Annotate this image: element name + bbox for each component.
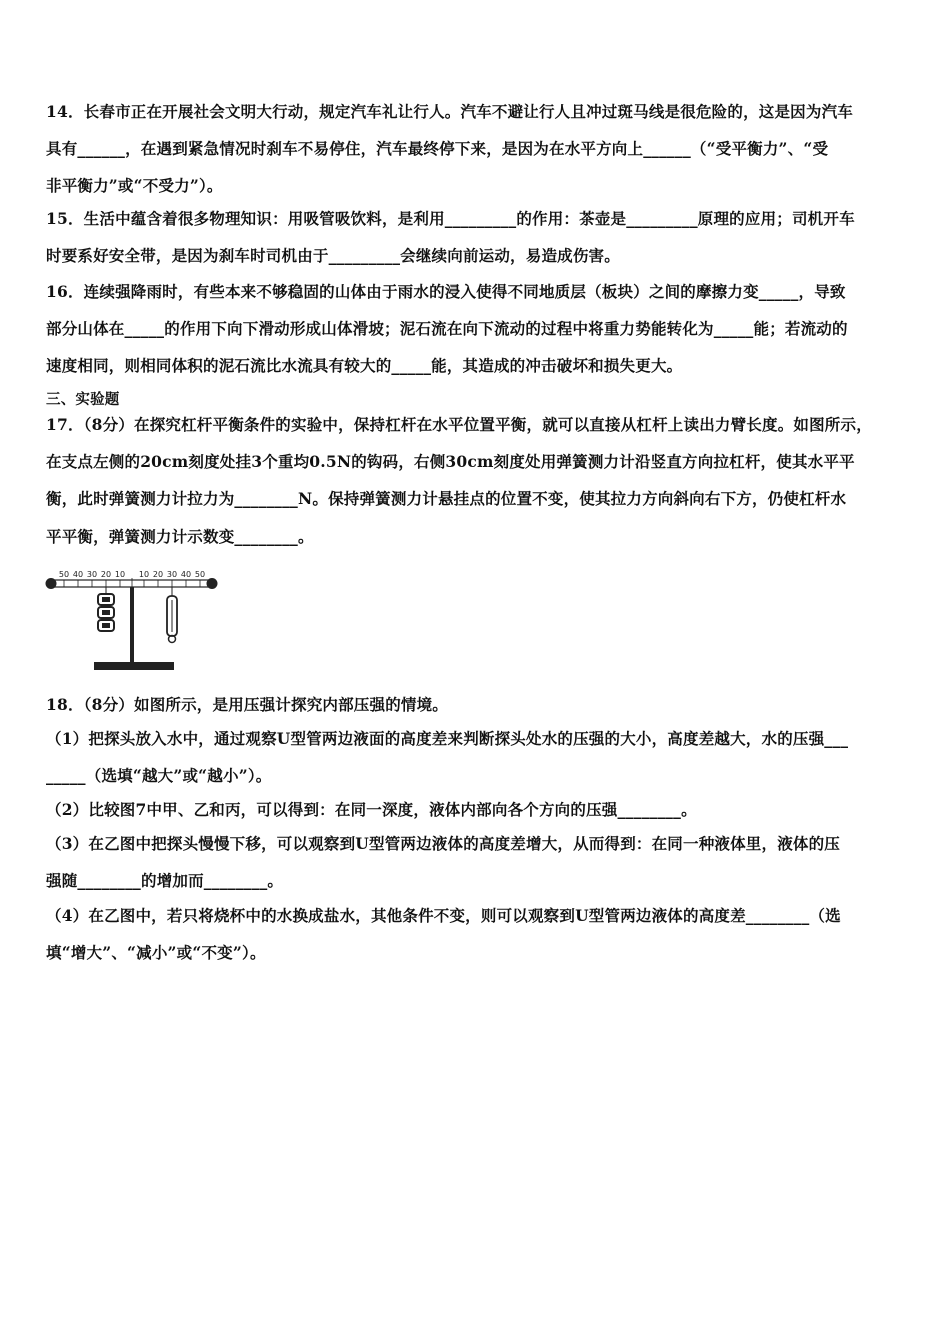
tick-label-left-10: 10	[114, 570, 126, 579]
q16-line-2: 部分山体在_____的作用下向下滑动形成山体滑坡；泥石流在向下流动的过程中将重力势能转化为_____能；若流动的	[46, 319, 848, 338]
tick-label-left-20: 20	[100, 570, 112, 579]
tick-label-right-10: 10	[138, 570, 150, 579]
q18-part1-line-2: _____（选填“越大”或“越小”）。	[46, 766, 272, 785]
q18-part4-line-2: 填“增大”、“减小”或“不变”）。	[46, 943, 266, 962]
lever-figure	[44, 566, 219, 678]
lever-bar	[50, 580, 213, 587]
stand-pole	[130, 587, 134, 662]
q16-line-1: 16．连续强降雨时，有些本来不够稳固的山体由于雨水的浸入使得不同地质层（板块）之间的摩擦力变_____，导致	[46, 282, 846, 301]
lever-right-knob	[207, 578, 218, 589]
q17-line-4: 平平衡，弹簧测力计示数变________。	[46, 527, 314, 546]
q18-part2: （2）比较图7中甲、乙和丙，可以得到：在同一深度，液体内部向各个方向的压强________。	[46, 800, 697, 819]
section-heading-experiments: 三、实验题	[46, 391, 120, 408]
q18-part4-line-1: （4）在乙图中，若只将烧杯中的水换成盐水，其他条件不变，则可以观察到U型管两边液体的高度差________（选	[46, 906, 841, 925]
q18-part1-line-1: （1）把探头放入水中，通过观察U型管两边液面的高度差来判断探头处水的压强的大小，高度差越大，水的压强___	[46, 729, 849, 748]
q16-line-3: 速度相同，则相同体积的泥石流比水流具有较大的_____能，其造成的冲击破坏和损失更大。	[46, 356, 683, 375]
q17-line-2: 在支点左侧的20cm刻度处挂3个重均0.5N的钩码，右侧30cm刻度处用弹簧测力计沿竖直方向拉杠杆，使其水平平	[46, 452, 855, 471]
q14-line-3: 非平衡力”或“不受力”）。	[46, 176, 223, 195]
q18-part3-line-2: 强随________的增加而________。	[46, 871, 284, 890]
tick-label-left-50: 50	[58, 570, 70, 579]
q15-line-2: 时要系好安全带，是因为刹车时司机由于_________会继续向前运动，易造成伤害。	[46, 246, 620, 265]
tick-label-right-30: 30	[166, 570, 178, 579]
stand-base	[94, 662, 174, 670]
q14-line-2: 具有______，在遇到紧急情况时刹车不易停住，汽车最终停下来，是因为在水平方向上______（“受平衡力”、“受	[46, 139, 829, 158]
tick-label-right-20: 20	[152, 570, 164, 579]
q18-line-1: 18．（8分）如图所示，是用压强计探究内部压强的情境。	[46, 695, 449, 714]
q18-part3-line-1: （3）在乙图中把探头慢慢下移，可以观察到U型管两边液体的高度差增大，从而得到：在同一种液体里，液体的压	[46, 834, 841, 853]
tick-label-right-50: 50	[194, 570, 206, 579]
tick-label-left-40: 40	[72, 570, 84, 579]
lever-left-knob	[46, 578, 57, 589]
tick-label-left-30: 30	[86, 570, 98, 579]
q14-line-1: 14．长春市正在开展社会文明大行动，规定汽车礼让行人。汽车不避让行人且冲过斑马线是很危险的，这是因为汽车	[46, 102, 853, 121]
q15-line-1: 15．生活中蕴含着很多物理知识：用吸管吸饮料，是利用_________的作用：茶壶是_________原理的应用；司机开车	[46, 209, 855, 228]
q17-line-3: 衡，此时弹簧测力计拉力为________N。保持弹簧测力计悬挂点的位置不变，使其拉力方向斜向右下方，仍使杠杆水	[46, 489, 847, 508]
tick-label-right-40: 40	[180, 570, 192, 579]
q17-line-1: 17．（8分）在探究杠杆平衡条件的实验中，保持杠杆在水平位置平衡，就可以直接从杠杆上读出力臂长度。如图所示，	[46, 415, 872, 434]
